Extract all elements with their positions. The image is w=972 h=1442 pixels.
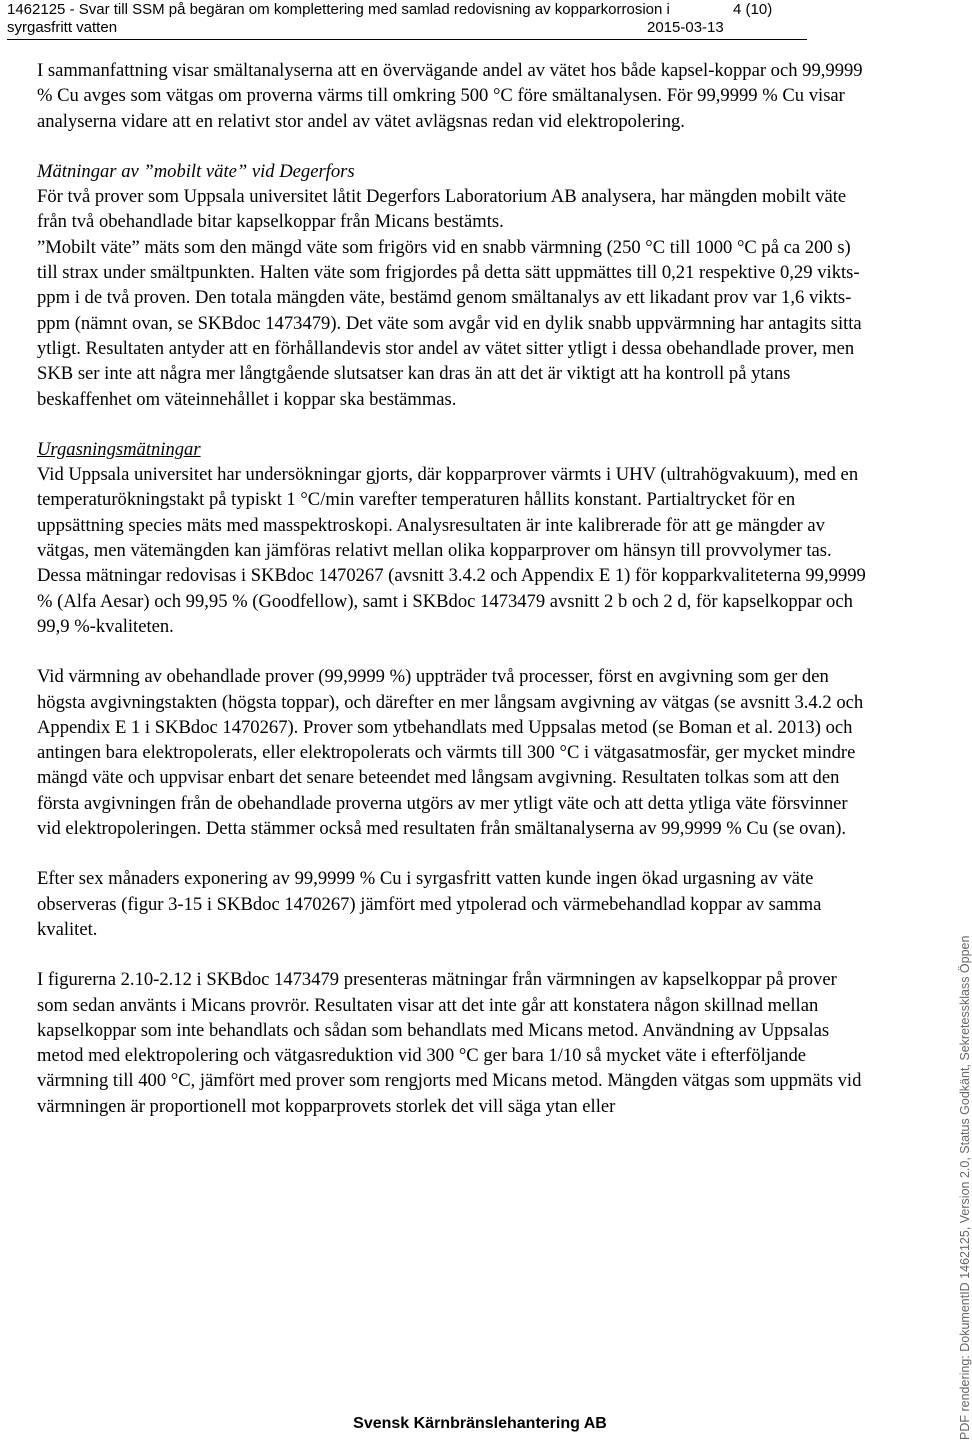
- paragraph-mobile-hydrogen: ”Mobilt väte” mäts som den mängd väte som frigörs vid en snabb värmning (250 °C till 1000 °C på ca 200 s) till strax under smältpunkten. Halten väte som frigjordes på detta sätt uppmättes till 0,21 respektive 0,29 vikts-ppm i de två proven. Den totala mängden väte, bestämd genom smältanalys av ett likadant prov var 1,6 vikts-ppm (nämnt ovan, se SKBdoc 1473479). Det väte som avgår vid en dylik snabb uppvärmning har antagits sitta ytligt. Resultaten antyder att en förhållandevis stor andel av vätet sitter ytligt i dessa obehandlade prover, men SKB ser inte att några mer långtgående slutsatser kan dras än att det är viktigt att ha kontroll på ytans beskaffenhet om väteinnehållet i koppar ska bestämmas.: [37, 236, 862, 410]
- paragraph-exposure: Efter sex månaders exponering av 99,9999 % Cu i syrgasfritt vatten kunde ingen ökad urgasning av väte observeras (figur 3-15 i SKBdoc 1470267) jämfört med ytpolerad och värmebehandlad koppar av samma kvalitet.: [37, 868, 822, 940]
- document-date: 2015-03-13: [647, 19, 724, 36]
- paragraph-heating-processes: Vid värmning av obehandlade prover (99,9999 %) uppträder två processer, först en avgivning som ger den högsta avgivningstakten (högsta toppar), och därefter en mer långsam avgivning av vätgas (se avsnitt 3.4.2 och Appendix E 1 i SKBdoc 1470267). Prover som ytbehandlats med Uppsalas metod (se Boman et al. 2013) och antingen bara elektropolerats, eller elektropolerats och värmts till 300 °C i vätgasatmosfär, ger mycket mindre mängd väte och uppvisar enbart det senare beteendet med långsam avgivning. Resultaten tolkas som att den första avgivningen från de obehandlade proverna utgörs av mer ytligt väte och att detta ytliga väte försvinner vid elektropoleringen. Detta stämmer också med resultaten från smältanalyserna av 99,9999 % Cu (se ovan).: [37, 666, 864, 840]
- paragraph-outgassing-method: Vid Uppsala universitet har undersökningar gjorts, där kopparprover värmts i UHV (ultrahögvakuum), med en temperaturökningstakt på typiskt 1 °C/min varefter temperaturen hållits konstant. Partialtrycket för en uppsättning species mäts med masspektroskopi. Analysresultaten är inte kalibrerade för att ge mängder av vätgas, men vätemängden kan jämföras relativt mellan olika kopparprover om hänsyn till provvolymer tas. Dessa mätningar redovisas i SKBdoc 1470267 (avsnitt 3.4.2 och Appendix E 1) för kopparkvaliteterna 99,9999 % (Alfa Aesar) och 99,95 % (Goodfellow), samt i SKBdoc 1473479 avsnitt 2 b och 2 d, för kapselkoppar och 99,9 %-kvaliteten.: [37, 464, 866, 637]
- paragraph-figures: I figurerna 2.10-2.12 i SKBdoc 1473479 presenteras mätningar från värmningen av kapselkoppar på prover som sedan använts i Micans provrör. Resultaten visar att det inte går att konstatera någon skillnad mellan kapselkoppar som inte behandlats och sådan som behandlats med Micans metod. Användning av Uppsalas metod med elektropolering och vätgasreduktion vid 300 °C ger bara 1/10 så mycket väte i efterföljande värmning till 400 °C, jämfört med prover som rengjorts med Micans metod. Mängden vätgas som uppmäts vid värmningen är proportionell mot kopparprovets storlek det vill säga ytan eller: [37, 969, 862, 1117]
- document-title: 1462125 - Svar till SSM på begäran om komplettering med samlad redovisning av kopparkorrosion i: [7, 1, 670, 18]
- page-footer: Svensk Kärnbränslehantering AB: [353, 1415, 607, 1432]
- document-subtitle: syrgasfritt vatten: [7, 19, 118, 36]
- page-number: 4 (10): [733, 1, 773, 18]
- paragraph-summary: I sammanfattning visar smältanalyserna att en övervägande andel av vätet hos både kapsel-koppar och 99,9999 % Cu avges som vätgas om proverna värms till omkring 500 °C före smältanalysen. För 99,9999 % Cu visar analyserna vidare att en relativt stor andel av vätet avlägsnas redan vid elektropolering.: [37, 60, 863, 132]
- page-header: [7, 0, 807, 40]
- section-heading-outgassing: Urgasningsmätningar: [37, 438, 201, 460]
- paragraph-degerfors-intro: För två prover som Uppsala universitet låtit Degerfors Laboratorium AB analysera, har mängden mobilt väte från två obehandlade bitar kapselkoppar från Micans bestämts.: [37, 186, 847, 233]
- header-divider: [7, 39, 807, 40]
- section-heading-degerfors: Mätningar av ”mobilt väte” vid Degerfors: [37, 160, 355, 182]
- pdf-rendering-note: PDF rendering: DokumentID 1462125, Version 2.0, Status Godkänt, Sekretessklass Öppen: [958, 935, 972, 1440]
- document-body: [37, 58, 867, 1119]
